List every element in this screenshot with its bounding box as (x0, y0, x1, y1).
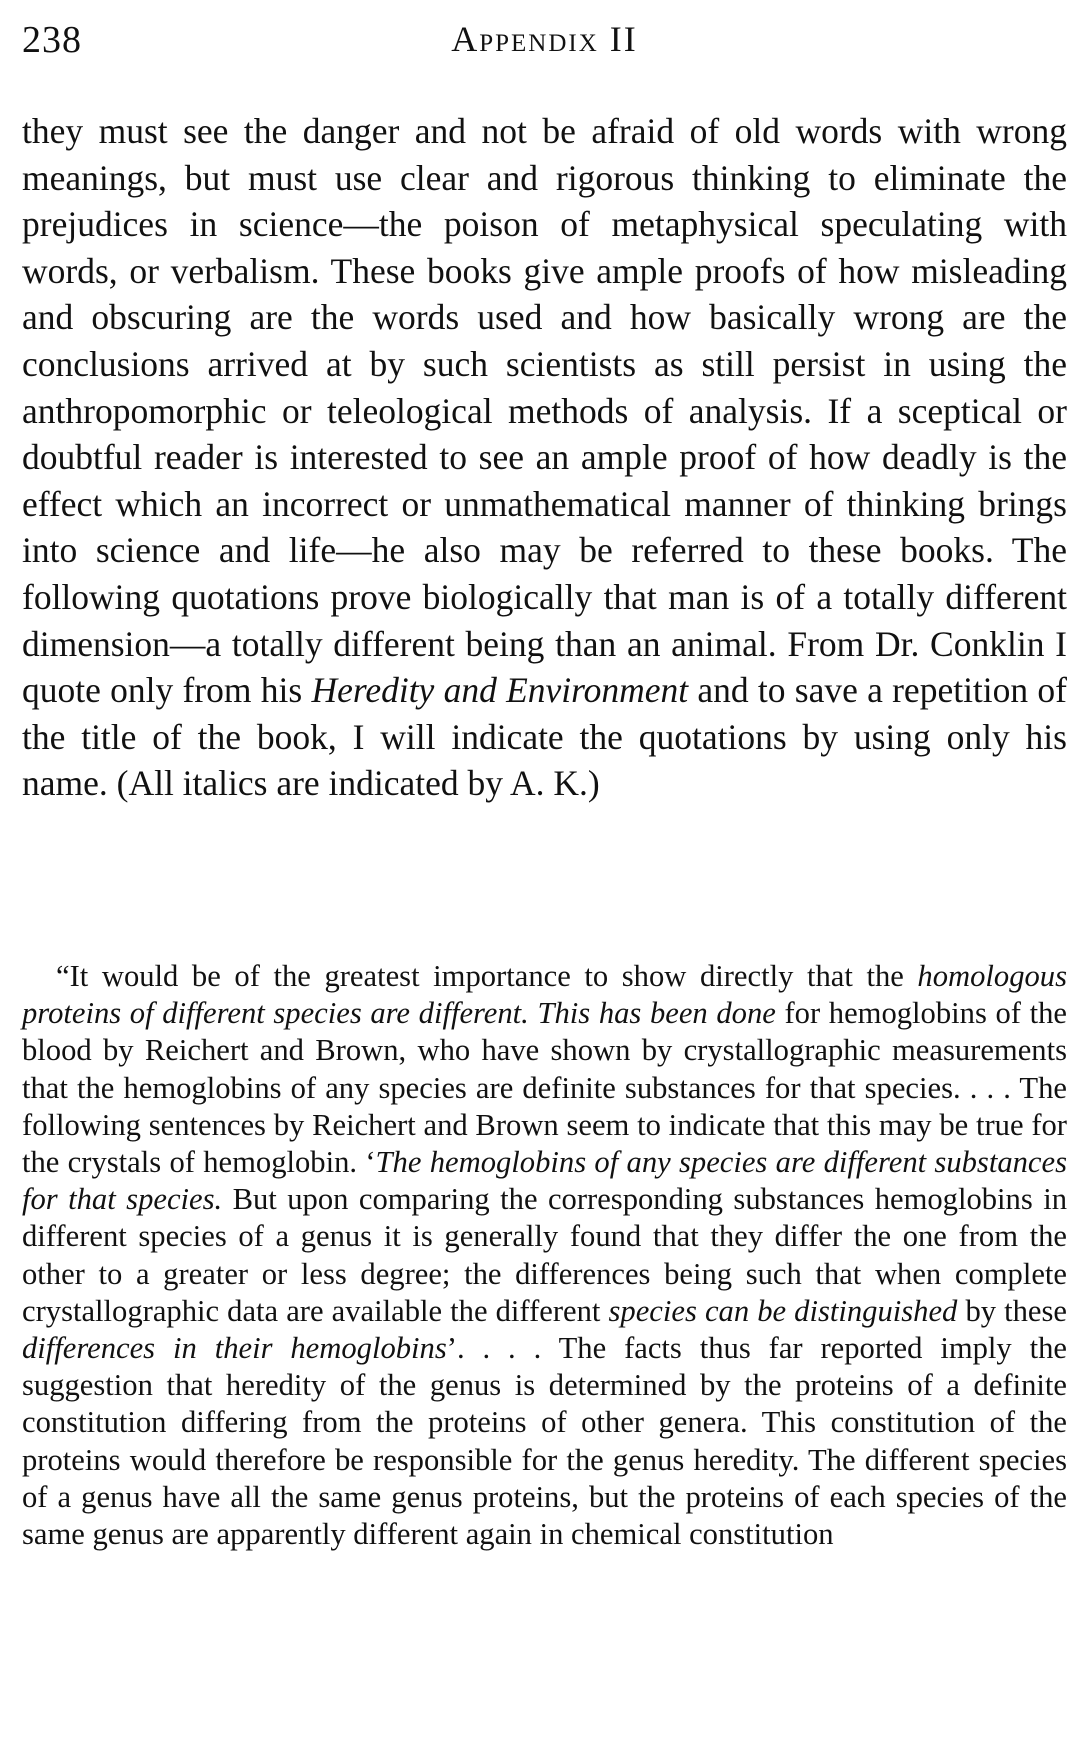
quote-text-5: ’. . . . The facts thus far reported imply the suggestion that heredity of the genus is determined by the proteins of a definite constitution differing from the proteins of other genera. This constitution of the proteins would therefore be responsible for the genus heredity. The different species of a genus have all the same genus proteins, but the proteins of each species of the same genus are apparently different again in chemical constitution (22, 1331, 1067, 1552)
page-header (22, 18, 1067, 68)
quote-italic-4: differences in their hemoglobins (22, 1331, 447, 1366)
page-number: 238 (22, 19, 82, 61)
quote-text-1: “It would be of the greatest importance to show directly that the (56, 959, 918, 993)
book-page (22, 0, 1067, 1762)
quote-text-4: by these (957, 1293, 1067, 1328)
quote-italic-3: species can be distinguished (608, 1293, 958, 1328)
body-text-a: they must see the danger and not be afraid of old words with wrong meanings, but must use clear and rigorous thinking to eliminate the prejudices in science—the poison of metaphysical speculating with words, or verbalism. These books give ample proofs of how misleading and obscuring are the words used and how basically wrong are the conclusions arrived at by such scientists as still persist in using the anthropomorphic or teleological methods of analysis. If a sceptical or doubtful reader is interested to see an ample proof of how deadly is the effect which an incorrect or unmathematical manner of thinking brings into science and life—he also may be referred to these books. The following quotations prove biologically that man is of a totally different dimension—a totally different being than an animal. From Dr. Conklin I quote only from his (22, 111, 1067, 711)
quote-text-2: for hemoglobins of the blood by Reichert and Brown, who have shown by crystallographic measurements that the hemoglobins of any species are definite substances for that species. . . . The following sentences by Reichert and Brown seem to indicate that this may be true for the crystals of hemoglobin. ‘ (22, 996, 1067, 1180)
block-quote (22, 958, 1067, 1553)
body-text-b: and to save a repetition of the title of the book, I will indicate the quotations by using only his name. (All italics are indicated by A. K.) (22, 670, 1067, 804)
book-title: Heredity and Environment (311, 670, 689, 711)
quote-italic-2: The hemoglobins of any species are different substances for that species. (22, 1145, 1067, 1217)
quote-text-3: But upon comparing the corresponding substances hemoglobins in different species of a genus it is generally found that they differ the one from the other to a greater or less degree; the differences being such that when complete crystallographic data are available the different (22, 1182, 1067, 1328)
quote-italic-1: homologous proteins of different species are different. This has been done (22, 959, 1067, 1031)
running-head: Appendix II (451, 19, 638, 59)
body-paragraph (22, 108, 1067, 807)
